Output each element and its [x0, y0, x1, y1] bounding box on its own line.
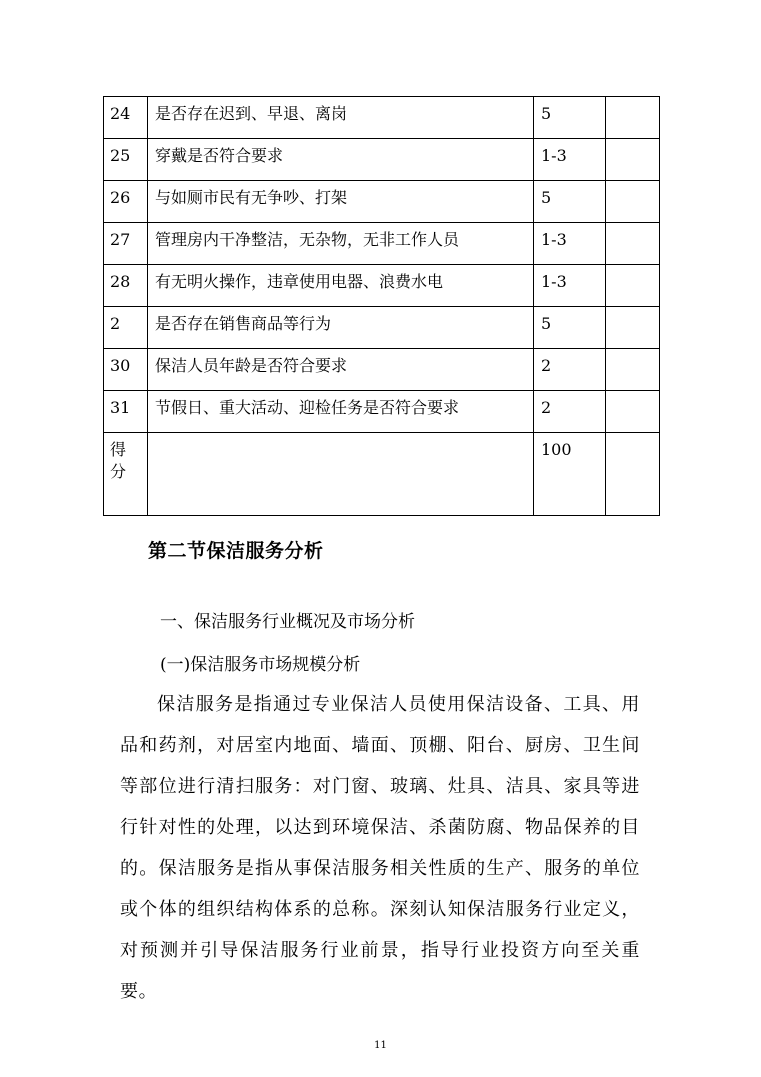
total-score: 100 [534, 433, 606, 516]
row-blank-cell [606, 265, 660, 307]
row-score: 2 [534, 391, 606, 433]
row-item: 是否存在迟到、早退、离岗 [148, 97, 534, 139]
row-score: 1-3 [534, 139, 606, 181]
row-number: 25 [104, 139, 148, 181]
row-blank-cell [606, 139, 660, 181]
section-heading: 第二节保洁服务分析 [148, 540, 324, 562]
row-item: 管理房内干净整洁，无杂物，无非工作人员 [148, 223, 534, 265]
row-item: 节假日、重大活动、迎检任务是否符合要求 [148, 391, 534, 433]
total-row [104, 433, 660, 516]
table-row [104, 223, 660, 265]
total-item-cell [148, 433, 534, 516]
row-blank-cell [606, 223, 660, 265]
page-number: 11 [374, 1040, 387, 1051]
row-blank-cell [606, 391, 660, 433]
row-blank-cell [606, 181, 660, 223]
row-number: 24 [104, 97, 148, 139]
body-paragraph: 保洁服务是指通过专业保洁人员使用保洁设备、工具、用品和药剂，对居室内地面、墙面、顶棚、阳台、厨房、卫生间等部位进行清扫服务：对门窗、玻璃、灶具、洁具、家具等进行针对性的处理，以达到环境保洁、杀菌防腐、物品保养的目的。保洁服务是指从事保洁服务相关性质的生产、服务的单位或个体的组织结构体系的总称。深刻认知保洁服务行业定义，对预测并引导保洁服务行业前景，指导行业投资方向至关重要。 [120, 694, 640, 1002]
row-item: 与如厕市民有无争吵、打架 [148, 181, 534, 223]
row-blank-cell [606, 307, 660, 349]
total-label-line2: 分 [110, 462, 127, 481]
table-row [104, 265, 660, 307]
row-item: 是否存在销售商品等行为 [148, 307, 534, 349]
row-number: 2 [104, 307, 148, 349]
row-number: 30 [104, 349, 148, 391]
table-row [104, 181, 660, 223]
sub-heading-market-scale: (一)保洁服务市场规模分析 [160, 655, 361, 675]
sub-heading-industry-overview: 一、保洁服务行业概况及市场分析 [160, 612, 415, 632]
row-number: 26 [104, 181, 148, 223]
table-row [104, 349, 660, 391]
row-score: 1-3 [534, 223, 606, 265]
row-item: 有无明火操作，违章使用电器、浪费水电 [148, 265, 534, 307]
row-blank-cell [606, 97, 660, 139]
total-blank-cell [606, 433, 660, 516]
row-score: 5 [534, 307, 606, 349]
row-score: 1-3 [534, 265, 606, 307]
row-blank-cell [606, 349, 660, 391]
table-row [104, 97, 660, 139]
inspection-score-table [103, 96, 660, 516]
row-score: 5 [534, 97, 606, 139]
table-row [104, 307, 660, 349]
total-label [104, 433, 148, 516]
row-number: 28 [104, 265, 148, 307]
row-score: 5 [534, 181, 606, 223]
table-row [104, 391, 660, 433]
row-item: 穿戴是否符合要求 [148, 139, 534, 181]
row-score: 2 [534, 349, 606, 391]
total-label-line1: 得 [110, 440, 127, 459]
table-row [104, 139, 660, 181]
row-item: 保洁人员年龄是否符合要求 [148, 349, 534, 391]
row-number: 27 [104, 223, 148, 265]
row-number: 31 [104, 391, 148, 433]
